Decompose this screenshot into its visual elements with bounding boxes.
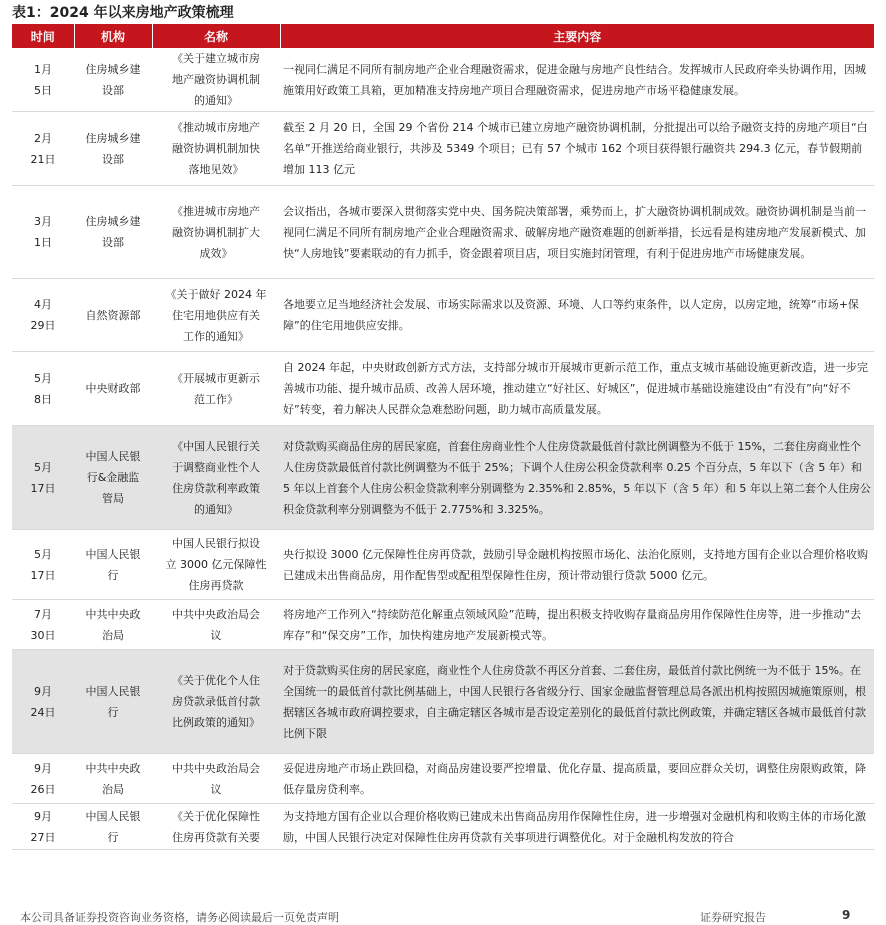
date-cell: 5月 17日 <box>12 426 74 530</box>
org-cell: 中国人民银 行 <box>74 530 152 600</box>
footer-disclaimer: 本公司具备证券投资咨询业务资格，请务必阅读最后一页免责声明 <box>20 911 339 924</box>
table-row <box>12 426 874 530</box>
name-cell: 《关于优化个人住 房贷款录低首付款 比例政策的通知》 <box>152 650 280 754</box>
name-cell: 《关于做好 2024 年 住宅用地供应有关 工作的通知》 <box>152 279 280 352</box>
header-name: 名称 <box>152 24 280 48</box>
table-header-row <box>12 24 874 48</box>
content-cell: 为支持地方国有企业以合理价格收购已建成未出售商品房用作保障性住房，进一步增强对金融机构和收购主体的市场化激励，中国人民银行决定对保障性住房再贷款有关事项进行调整优化。对于金融机构发放的符合 <box>280 804 874 850</box>
org-cell: 自然资源部 <box>74 279 152 352</box>
date-cell: 9月 24日 <box>12 650 74 754</box>
table-row <box>12 804 874 850</box>
org-cell: 住房城乡建 设部 <box>74 186 152 279</box>
table-row <box>12 48 874 112</box>
table-row <box>12 112 874 186</box>
org-cell: 住房城乡建 设部 <box>74 112 152 186</box>
content-cell: 对贷款购买商品住房的居民家庭，首套住房商业性个人住房贷款最低首付款比例调整为不低于 15%，二套住房商业性个人住房贷款最低首付款比例调整为不低于 25%；下调个人住房公积金贷款利率 0.25 个百分点，5 年以下（含 5 年）和 5 年以上首套个人住房公积金贷款利率分别调整为 2.35%和 2.85%，5 年以下（含 5 年）和 5 年以上第二套个人住房公积金贷款利率分别调整为不低于 2.775%和 3.325%。 <box>280 426 874 530</box>
policy-table <box>12 24 874 850</box>
date-cell: 2月 21日 <box>12 112 74 186</box>
org-cell: 中国人民银 行 <box>74 804 152 850</box>
name-cell: 《开展城市更新示 范工作》 <box>152 352 280 426</box>
name-cell: 《关于优化保障性 住房再贷款有关要 <box>152 804 280 850</box>
name-cell: 《中国人民银行关 于调整商业性个人 住房贷款利率政策 的通知》 <box>152 426 280 530</box>
table-row <box>12 530 874 600</box>
name-cell: 中国人民银行拟设 立 3000 亿元保障性 住房再贷款 <box>152 530 280 600</box>
content-cell: 自 2024 年起，中央财政创新方式方法，支持部分城市开展城市更新示范工作，重点支城市基础设施更新改造，进一步完善城市功能、提升城市品质、改善人居环境，推动建立“好社区、好城区”，促进城市基础设施建设由“有没有”向“好不好”转变，着力解决人民群众急难愁盼问题，助力城市高质量发展。 <box>280 352 874 426</box>
date-cell: 7月 30日 <box>12 600 74 650</box>
date-cell: 5月 8日 <box>12 352 74 426</box>
table-title: 表1：2024 年以来房地产政策梳理 <box>12 5 234 21</box>
date-cell: 4月 29日 <box>12 279 74 352</box>
content-cell: 截至 2 月 20 日，全国 29 个省份 214 个城市已建立房地产融资协调机制，分批提出可以给予融资支持的房地产项目“白名单”开推送给商业银行，共涉及 5349 个项目；已有 57 个城市 162 个项目获得银行融资共 294.3 亿元，春节假期前增加 113 亿元 <box>280 112 874 186</box>
table-row <box>12 352 874 426</box>
date-cell: 1月 5日 <box>12 48 74 112</box>
content-cell: 央行拟设 3000 亿元保障性住房再贷款，鼓励引导金融机构按照市场化、法治化原则，支持地方国有企业以合理价格收购已建成未出售商品房，用作配售型或配租型保障性住房，预计带动银行贷款 5000 亿元。 <box>280 530 874 600</box>
content-cell: 将房地产工作列入“持续防范化解重点领域风险”范畴，提出积极支持收购存量商品房用作保障性住房等，进一步推动“去库存”和“保交房”工作，加快构建房地产发展新模式等。 <box>280 600 874 650</box>
name-cell: 《关于建立城市房 地产融资协调机制 的通知》 <box>152 48 280 112</box>
table-body <box>12 48 874 850</box>
name-cell: 《推进城市房地产 融资协调机制扩大 成效》 <box>152 186 280 279</box>
name-cell: 中共中央政治局会 议 <box>152 754 280 804</box>
content-cell: 妥促进房地产市场止跌回稳，对商品房建设要严控增量、优化存量、提高质量，要回应群众关切，调整住房限购政策，降低存量房贷利率。 <box>280 754 874 804</box>
header-date: 时间 <box>12 24 74 48</box>
date-cell: 9月 26日 <box>12 754 74 804</box>
page-number: 9 <box>842 908 851 922</box>
org-cell: 中央财政部 <box>74 352 152 426</box>
org-cell: 中共中央政 治局 <box>74 754 152 804</box>
table-row <box>12 600 874 650</box>
date-cell: 5月 17日 <box>12 530 74 600</box>
org-cell: 中国人民银 行 <box>74 650 152 754</box>
content-cell: 各地要立足当地经济社会发展、市场实际需求以及资源、环境、人口等约束条件，以人定房，以房定地，统筹“市场+保障”的住宅用地供应安排。 <box>280 279 874 352</box>
table-row <box>12 754 874 804</box>
name-cell: 中共中央政治局会 议 <box>152 600 280 650</box>
footer-report-type: 证券研究报告 <box>700 911 766 924</box>
header-content: 主要内容 <box>280 24 874 48</box>
table-row <box>12 650 874 754</box>
org-cell: 中共中央政 治局 <box>74 600 152 650</box>
header-org: 机构 <box>74 24 152 48</box>
table-row <box>12 279 874 352</box>
content-cell: 对于贷款购买住房的居民家庭，商业性个人住房贷款不再区分首套、二套住房，最低首付款比例统一为不低于 15%。在全国统一的最低首付款比例基础上，中国人民银行各省级分行、国家金融监督管理总局各派出机构按照因城施策原则，根据辖区各城市政府调控要求，自主确定辖区各城市是否设定差别化的最低首付款比例政策，并确定辖区各城市最低首付款比例下限 <box>280 650 874 754</box>
date-cell: 3月 1日 <box>12 186 74 279</box>
date-cell: 9月 27日 <box>12 804 74 850</box>
content-cell: 会议指出，各城市要深入贯彻落实党中央、国务院决策部署，乘势而上，扩大融资协调机制成效。融资协调机制是当前一视同仁满足不同所有制房地产企业合理融资需求、破解房地产融资难题的创新举措，长远看是构建房地产发展新模式、加快“人房地钱”要素联动的有力抓手，资金跟着项目店，项目实施封闭管理，有利于促进房地产市场健康发展。 <box>280 186 874 279</box>
content-cell: 一视同仁满足不同所有制房地产企业合理融资需求，促进金融与房地产良性结合。发挥城市人民政府牵头协调作用，因城施策用好政策工具箱，更加精准支持房地产项目合理融资需求，促进房地产市场平稳健康发展。 <box>280 48 874 112</box>
org-cell: 中国人民银 行&金融监 管局 <box>74 426 152 530</box>
org-cell: 住房城乡建 设部 <box>74 48 152 112</box>
name-cell: 《推动城市房地产 融资协调机制加快 落地见效》 <box>152 112 280 186</box>
table-row <box>12 186 874 279</box>
